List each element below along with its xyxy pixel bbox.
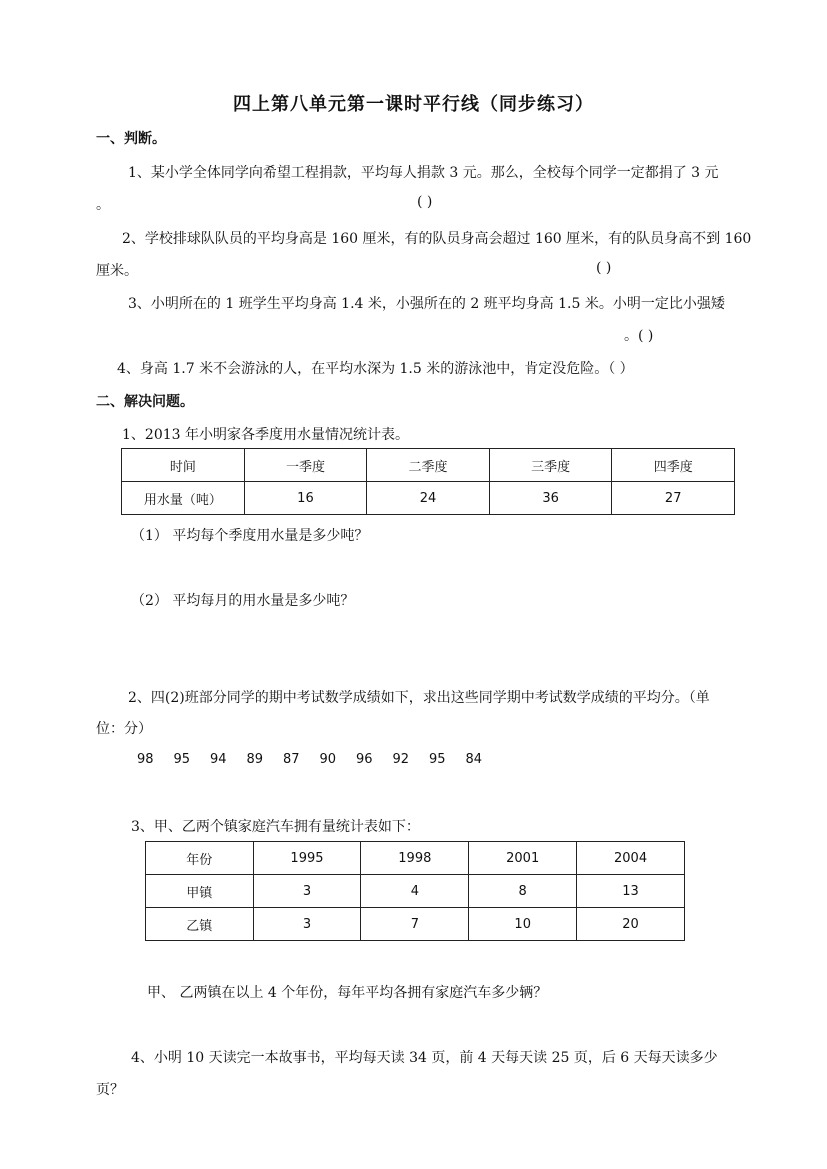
table-cell: 四季度 — [612, 449, 735, 482]
problem-2-text: 2、四(2)班部分同学的期中考试数学成绩如下，求出这些同学期中考试数学成绩的平均分。（单 — [128, 690, 710, 706]
table-cell: 用水量（吨） — [122, 482, 245, 515]
table-cell: 8 — [469, 875, 577, 908]
table-cell: 一季度 — [244, 449, 367, 482]
table-cell: 7 — [361, 908, 469, 941]
table-cell: 1998 — [361, 842, 469, 875]
table-cell: 3 — [253, 875, 361, 908]
question-1-end: 。 — [96, 197, 110, 213]
problem-1-intro: 1、2013 年小明家各季度用水量情况统计表。 — [122, 427, 409, 443]
question-2-answer-blank[interactable]: ( ) — [596, 260, 612, 276]
water-usage-table — [121, 448, 735, 515]
question-2-end: 厘米。 — [96, 263, 138, 279]
table-cell: 24 — [367, 482, 490, 515]
score-value: 95 — [173, 752, 191, 767]
question-2-text: 2、学校排球队队员的平均身高是 160 厘米，有的队员身高会超过 160 厘米，有的队员身高不到 160 — [122, 231, 752, 247]
score-value: 89 — [246, 752, 264, 767]
table-cell: 13 — [577, 875, 685, 908]
problem-3-intro: 3、甲、乙两个镇家庭汽车拥有量统计表如下： — [131, 819, 420, 835]
problem-1-sub-1: （1） 平均每个季度用水量是多少吨？ — [131, 528, 369, 544]
table-cell: 二季度 — [367, 449, 490, 482]
section-heading-judge: 一、判断。 — [96, 131, 166, 147]
table-cell: 10 — [469, 908, 577, 941]
question-3-answer-blank[interactable]: 。( ) — [624, 328, 654, 344]
question-4-text: 4、身高 1.7 米不会游泳的人，在平均水深为 1.5 米的游泳池中，肯定没危险。（ ） — [117, 361, 634, 377]
table-row — [146, 908, 685, 941]
table-cell: 年份 — [146, 842, 254, 875]
table-cell: 三季度 — [489, 449, 612, 482]
score-value: 98 — [137, 752, 154, 767]
table-row — [146, 875, 685, 908]
section-heading-solve: 二、解决问题。 — [96, 394, 194, 410]
question-1-text: 1、某小学全体同学向希望工程捐款，平均每人捐款 3 元。那么，全校每个同学一定都捐了 3 元 — [128, 165, 719, 181]
table-row — [122, 449, 735, 482]
score-value: 96 — [356, 752, 373, 767]
table-cell: 2004 — [577, 842, 685, 875]
problem-1-sub-2: （2） 平均每月的用水量是多少吨？ — [131, 593, 355, 609]
problem-4-end: 页？ — [96, 1082, 124, 1098]
table-row — [122, 482, 735, 515]
table-cell: 36 — [489, 482, 612, 515]
table-cell: 20 — [577, 908, 685, 941]
problem-4-text: 4、小明 10 天读完一本故事书，平均每天读 34 页，前 4 天每天读 25 页，后 6 天每天读多少 — [131, 1050, 718, 1066]
table-cell: 乙镇 — [146, 908, 254, 941]
table-cell: 16 — [244, 482, 367, 515]
problem-3-question: 甲、 乙两镇在以上 4 个年份，每年平均各拥有家庭汽车多少辆？ — [147, 985, 548, 1001]
question-3-text: 3、小明所在的 1 班学生平均身高 1.4 米，小强所在的 2 班平均身高 1.5 米。小明一定比小强矮 — [128, 296, 725, 312]
score-value: 92 — [392, 752, 410, 767]
car-ownership-table — [145, 841, 685, 941]
problem-2-unit: 位：分） — [96, 721, 152, 737]
page-title: 四上第八单元第一课时平行线（同步练习） — [233, 94, 594, 115]
table-cell: 3 — [253, 908, 361, 941]
score-value: 84 — [465, 752, 483, 767]
table-cell: 2001 — [469, 842, 577, 875]
score-list — [137, 752, 502, 767]
table-cell: 27 — [612, 482, 735, 515]
table-cell: 时间 — [122, 449, 245, 482]
table-cell: 1995 — [253, 842, 361, 875]
score-value: 90 — [319, 752, 337, 767]
score-value: 94 — [210, 752, 227, 767]
question-1-answer-blank[interactable]: ( ) — [417, 194, 433, 210]
table-cell: 4 — [361, 875, 469, 908]
table-row — [146, 842, 685, 875]
score-value: 87 — [283, 752, 300, 767]
table-cell: 甲镇 — [146, 875, 254, 908]
score-value: 95 — [429, 752, 446, 767]
